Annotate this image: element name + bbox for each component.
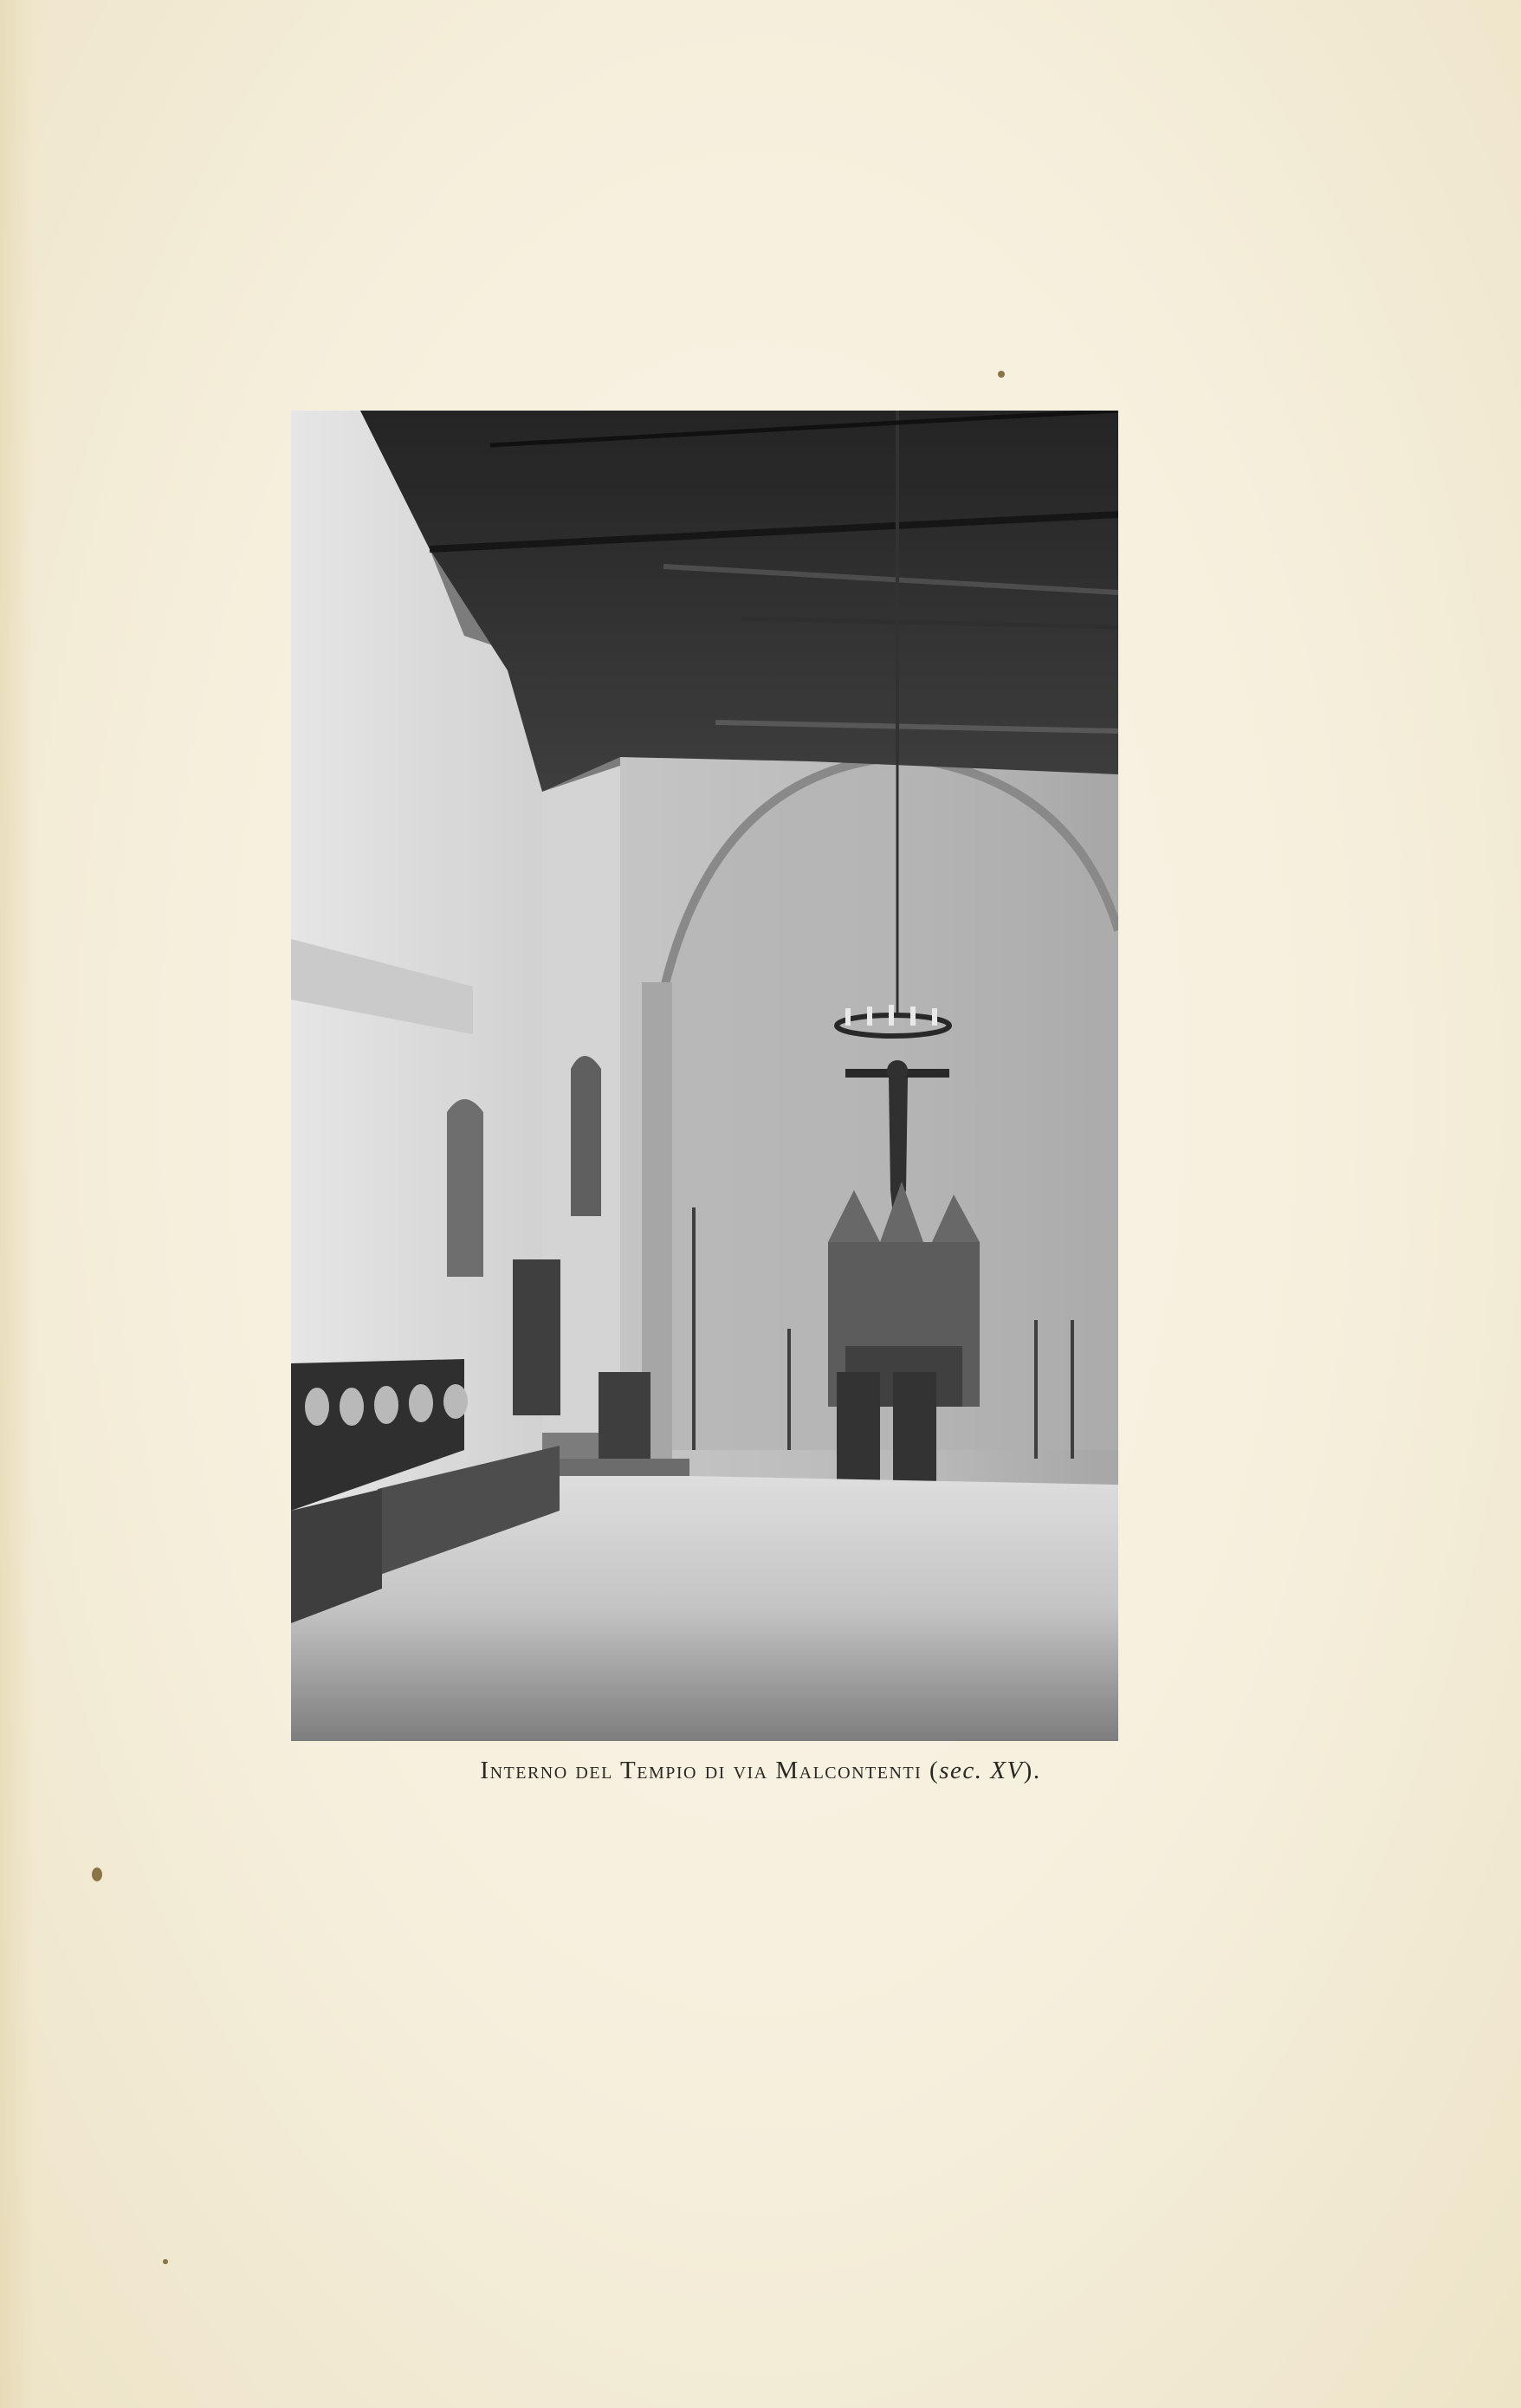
caption-century-text: sec. XV [939,1757,1024,1784]
figure-caption [0,1757,1521,1785]
caption-main-text: Interno del Tempio di via Malcontenti ( [480,1757,940,1784]
church-interior-photograph [291,411,1118,1741]
page-edge-shadow [0,0,35,2408]
paper-speck [92,1867,102,1881]
photograph-illustration [291,411,1118,1741]
paper-speck [998,371,1005,378]
paper-speck [163,2259,168,2264]
caption-closing-text: ). [1023,1757,1041,1784]
